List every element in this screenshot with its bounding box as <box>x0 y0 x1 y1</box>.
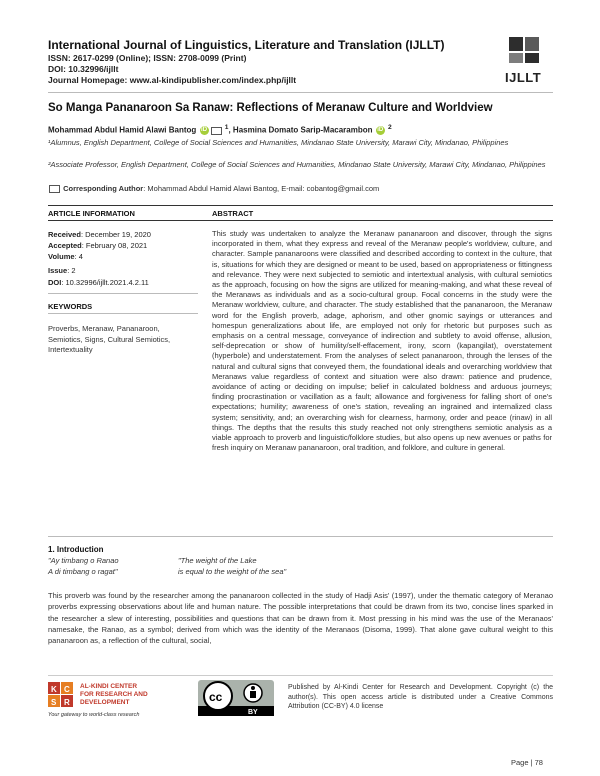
author-2-sup: 2 <box>388 124 392 131</box>
introduction-body: This proverb was found by the researcher among the pananaroon collected in the study of Hadji Asis' (1997), under the thematic category of Meranao proverbs expressing observations about life and human nature. The possible interpretations that could be drawn from its two, concise lines sparked in the researcher a slew of interesting, possibilities and questions that can be drawn from it. Most pressing in his mind was the use of the Meranaos' namesake, the Ranao, as a symbol; derived from which was the identity of the Meranaos (Disoma, 1999). That alone gave cultural weight to this pananaroon as, a reflection of the cultural, social, <box>48 591 553 646</box>
svg-text:cc: cc <box>209 690 223 704</box>
svg-text:S: S <box>51 698 57 707</box>
abstract-end-rule <box>48 536 553 537</box>
keywords-heading: KEYWORDS <box>48 302 93 311</box>
svg-text:BY: BY <box>248 709 258 716</box>
svg-text:C: C <box>64 685 70 694</box>
poem-original-line-2: A di timbang o ragat" <box>48 567 118 576</box>
keywords-divider <box>48 313 198 314</box>
section-top-rule <box>48 205 553 206</box>
email-icon[interactable] <box>211 127 222 135</box>
poem-original-line-1: "Ay timbang o Ranao <box>48 556 119 565</box>
accepted-date: Accepted: February 08, 2021 <box>48 241 148 250</box>
article-doi[interactable]: DOI: 10.32996/ijllt.2021.4.2.11 <box>48 278 149 287</box>
cc-by-license-icon[interactable] <box>198 680 274 716</box>
kcsr-tagline: Your gateway to world-class research <box>48 712 140 718</box>
article-info-heading: ARTICLE INFORMATION <box>48 209 135 218</box>
affiliation-1: ¹Alumnus, English Department, College of Social Sciences and Humanities, Mindanao State University, Marawi City, Mindanao, Philippines <box>48 138 509 147</box>
paper-title: So Manga Pananaroon Sa Ranaw: Reflections of Meranaw Culture and Worldview <box>48 102 493 114</box>
journal-doi: DOI: 10.32996/ijllt <box>48 64 119 74</box>
header-divider <box>48 92 553 93</box>
info-divider <box>48 293 198 294</box>
introduction-heading: 1. Introduction <box>48 545 104 554</box>
keywords-list: Proverbs, Meranaw, Pananaroon, Semiotics, Signs, Cultural Semiotics, Intertextuality <box>48 324 171 354</box>
abstract-heading: ABSTRACT <box>212 209 254 218</box>
journal-title: International Journal of Linguistics, Literature and Translation (IJLLT) <box>48 38 445 52</box>
corr-label: Corresponding Author <box>63 184 144 193</box>
journal-issn: ISSN: 2617-0299 (Online); ISSN: 2708-0099 (Print) <box>48 53 247 63</box>
orcid-icon[interactable]: iD <box>377 127 384 134</box>
volume: Volume: 4 <box>48 252 83 261</box>
corresponding-author <box>48 184 379 193</box>
corr-text: : Mohammad Abdul Hamid Alawi Bantog, E-mail: cobantog@gmail.com <box>143 184 380 193</box>
poem-translation-line-1: "The weight of the Lake <box>178 556 257 565</box>
kcsr-logo-icon <box>48 682 73 707</box>
footer-divider <box>48 675 553 676</box>
svg-text:R: R <box>64 698 70 707</box>
journal-logo-text: IJLLT <box>505 70 542 85</box>
author-2-name: , Hasmina Domato Sarip-Macarambon <box>228 125 373 135</box>
page-number: Page | 78 <box>511 758 543 767</box>
orcid-icon[interactable]: iD <box>201 127 208 134</box>
affiliation-2: ²Associate Professor, English Department, College of Social Sciences and Humanities, Mindanao State University, Marawi City, Mindanao, Philippines <box>48 160 546 169</box>
abstract-body: This study was undertaken to analyze the Meranaw pananaroon and discover, through the signs incorporated in them, what they express and reveal of the Meranaw people's worldview, culture, and character. Sample pananaroons were classified and described according to context in the culture, that is, situations for which they are designed or meant to be used, based on appropriateness or fittingness and relevance. They were next subjected to semiotic and intertextual analysis, with cultural semiotics as the approach, focusing on how the signs are utilized for meaning-making, and what these reveal of the Meranaws as individuals and as a socio-cultural group. Focal concerns in the study were the Meranaw worldview, culture, and character. The study established that the pananaroon, the Meranaw word for the English proverb, adage, aphorism, and other gnomic sayings or utterances and homespun generalizations about life, are employed not only for rhetoric but purposes such as emphasis on a central message, conveyance of indirection and subtlety to avoid offense, allusion, self-deprecation or show of humility/self-effacement, irony, scorn (kapangilat), overstatement (hyperbole) and understatement. From the analyses of select pananaroon, through the lenses of the natural and cultural signs that conveyed them, the foundational ideals and overarching worldview that Meranaws value regardless of context and situation were also drawn: patience and prudence, avoidance of acting or deciding on impulse; belief in calculated boldness and arduous journeys; finding procrastination or vacillation as a fault; allowance and forgiveness for falling short of one's expectations; humility; awareness of one's station, revealing an ingrained and internalized class system; sensitivity, and; an overarching wish for clearness, harmony, order and peace (rinaw) in all things. The depths that the results this study reached not only strengthens semiotic analysis as a viable approach to proverb and linguistic/folklore studies, but also opens up new avenues or paths for fresh inquiry on Meranaw pananaroon, oral tradition, and folklore, and culture in general. <box>212 229 552 453</box>
kcsr-name: AL-KINDI CENTER FOR RESEARCH AND DEVELOPMENT <box>80 683 148 706</box>
license-text: Published by Al-Kindi Center for Research and Development. Copyright (c) the author(s). This open access article is distributed under a Creative Commons Attribution (CC-BY) 4.0 license <box>288 684 553 710</box>
authors-line <box>48 124 392 135</box>
poem-translation-line-2: is equal to the weight of the sea" <box>178 567 287 576</box>
section-bottom-rule <box>48 220 553 221</box>
mail-icon <box>49 185 60 193</box>
received-date: Received: December 19, 2020 <box>48 230 151 239</box>
journal-homepage[interactable]: Journal Homepage: www.al-kindipublisher.com/index.php/ijllt <box>48 75 297 85</box>
author-1-name: Mohammad Abdul Hamid Alawi Bantog <box>48 125 197 135</box>
author-1-sup: 1 <box>224 124 229 131</box>
svg-text:K: K <box>51 685 57 694</box>
issue: Issue: 2 <box>48 266 76 275</box>
